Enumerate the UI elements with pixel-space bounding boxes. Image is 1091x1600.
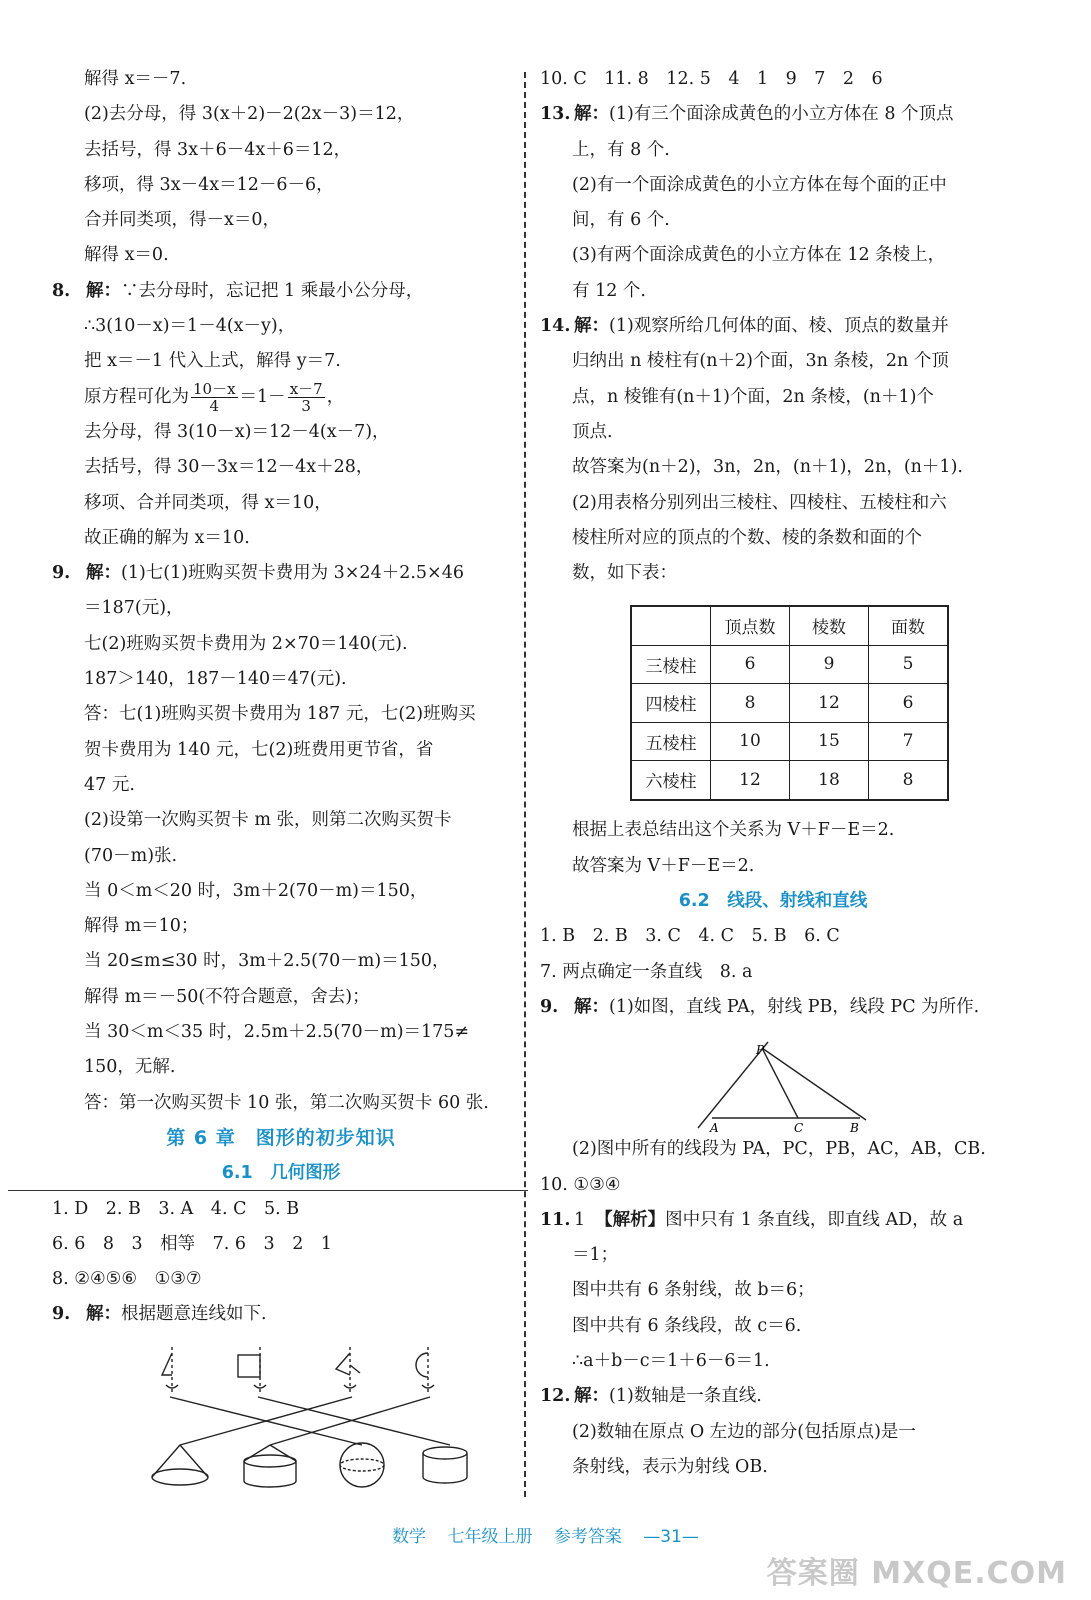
question-number: 14. bbox=[540, 316, 571, 337]
text-line: 顶点. bbox=[572, 421, 613, 442]
point-label-b: B bbox=[850, 1121, 859, 1135]
text-line: ∵去分母时，忘记把 1 乘最小公分母， bbox=[121, 280, 424, 301]
table-row bbox=[631, 722, 948, 761]
text-line: ＝187(元)， bbox=[84, 598, 184, 619]
text-line: 解得 m＝－50(不符合题意，舍去)； bbox=[84, 986, 370, 1007]
section-heading: 6.2 线段、射线和直线 bbox=[678, 891, 868, 912]
answer-line: 6. 6 8 3 相等 7. 6 3 2 1 bbox=[52, 1233, 332, 1254]
text-line: (1)有三个面涂成黄色的小立方体在 8 个顶点 bbox=[609, 104, 954, 125]
fraction-numerator: x－7 bbox=[289, 379, 323, 398]
answer-line: 7. 两点确定一条直线 8. a bbox=[540, 961, 753, 982]
question-number: 9. bbox=[540, 996, 559, 1017]
table-header bbox=[631, 606, 711, 645]
point-label-p: P bbox=[756, 1043, 765, 1057]
solution-label: 解： bbox=[86, 1304, 121, 1325]
text-line: 移项，得 3x－4x＝12－6－6， bbox=[84, 174, 334, 195]
text-line: ＝1； bbox=[572, 1245, 619, 1266]
answer-line: 10. ①③④ bbox=[540, 1174, 621, 1195]
table-cell: 四棱柱 bbox=[631, 684, 711, 723]
text-line: 当 20≤m≤30 时，3m＋2.5(70－m)＝150， bbox=[84, 951, 450, 972]
answer-line: 1. D 2. B 3. A 4. C 5. B bbox=[52, 1198, 300, 1219]
equation-middle: ＝1－ bbox=[239, 386, 286, 407]
question-9-shapes bbox=[52, 1297, 510, 1332]
section-heading: 6.1 几何图形 bbox=[221, 1163, 341, 1184]
rotation-match-figure bbox=[140, 1345, 480, 1495]
table-row bbox=[631, 684, 948, 723]
text-line: 根据题意连线如下. bbox=[121, 1304, 267, 1325]
cylinder-solid bbox=[423, 1447, 467, 1483]
rectangle-axis-shape bbox=[238, 1347, 266, 1395]
text-line: 把 x＝－1 代入上式，解得 y＝7. bbox=[84, 351, 341, 372]
question-9-lines bbox=[540, 990, 1006, 1025]
text-line: 归纳出 n 棱柱有(n＋2)个面，3n 条棱，2n 个顶 bbox=[572, 351, 949, 372]
point-label-c: C bbox=[794, 1121, 804, 1135]
text-line: 有 12 个. bbox=[572, 280, 646, 301]
fraction-denominator: 3 bbox=[301, 396, 311, 415]
solution-label: 解： bbox=[574, 1386, 609, 1407]
solution-label: 解： bbox=[574, 316, 609, 337]
text-line: 当 0＜m＜20 时，3m＋2(70－m)＝150， bbox=[84, 880, 428, 901]
question-number: 11. bbox=[540, 1209, 571, 1230]
trapezoid-axis-shape bbox=[336, 1347, 360, 1395]
triangle-axis-shape bbox=[162, 1347, 178, 1395]
cylinder-cone-solid bbox=[244, 1445, 296, 1487]
text-line: (2)设第一次购买贺卡 m 张，则第二次购买贺卡 bbox=[84, 810, 452, 831]
text-line: 合并同类项，得－x＝0， bbox=[84, 210, 281, 231]
text-line: 47 元. bbox=[84, 774, 135, 795]
watermark: 答案圈 MXQE.COM bbox=[766, 1556, 1067, 1591]
table-cell: 三棱柱 bbox=[631, 645, 711, 684]
text-line: 解得 m＝10； bbox=[84, 916, 199, 937]
fraction-numerator: 10－x bbox=[193, 379, 236, 398]
solution-label: 解： bbox=[574, 996, 609, 1017]
text-line: 贺卡费用为 140 元，七(2)班费用更节省，省 bbox=[84, 739, 434, 760]
fraction bbox=[191, 381, 238, 414]
text-line: ∴a＋b－c＝1＋6－6＝1. bbox=[572, 1351, 770, 1372]
solution-label: 解： bbox=[574, 104, 609, 125]
column-divider bbox=[524, 72, 526, 1497]
semicircle-axis-shape bbox=[416, 1347, 434, 1395]
text-line: (70－m)张. bbox=[84, 845, 178, 866]
text-line: 图中共有 6 条射线，故 b＝6； bbox=[572, 1280, 815, 1301]
text-line: 根据上表总结出这个关系为 V＋F－E＝2. bbox=[572, 820, 895, 841]
left-column bbox=[52, 62, 510, 1333]
text-line: (1)数轴是一条直线. bbox=[609, 1386, 762, 1407]
text-line: 故正确的解为 x＝10. bbox=[84, 527, 250, 548]
text-line: 解得 x＝－7. bbox=[84, 69, 187, 89]
table-cell: 9 bbox=[790, 645, 869, 684]
page-number: —31— bbox=[643, 1527, 699, 1547]
text-line: 移项、合并同类项，得 x＝10， bbox=[84, 492, 332, 513]
question-8 bbox=[52, 274, 510, 309]
table-cell: 15 bbox=[790, 722, 869, 761]
table-header-row bbox=[631, 606, 948, 645]
question-9 bbox=[52, 556, 510, 591]
segment-pc bbox=[762, 1048, 798, 1118]
text-line: 当 30＜m＜35 时，2.5m＋2.5(70－m)＝175≠ bbox=[84, 1022, 470, 1043]
text-line: ∴3(10－x)＝1－4(x－y)， bbox=[84, 316, 296, 337]
line-ray-segment-figure bbox=[690, 1040, 890, 1135]
text-line: (1)观察所给几何体的面、棱、顶点的数量并 bbox=[609, 316, 949, 337]
text-line: 去分母，得 3(10－x)＝12－4(x－7)， bbox=[84, 421, 390, 442]
text-line: 条射线，表示为射线 OB. bbox=[572, 1456, 768, 1477]
table-cell: 8 bbox=[869, 761, 949, 800]
equation-suffix: ， bbox=[326, 386, 345, 407]
text-line: (2)图中所有的线段为 PA，PC，PB，AC，AB，CB. bbox=[572, 1139, 986, 1160]
question-13 bbox=[540, 97, 1006, 132]
table-cell: 18 bbox=[790, 761, 869, 800]
text-line: 去括号，得 3x＋6－4x＋6＝12， bbox=[84, 139, 352, 160]
text-line: (2)数轴在原点 O 左边的部分(包括原点)是一 bbox=[572, 1421, 916, 1442]
prism-table bbox=[630, 605, 949, 801]
solution-label: 解： bbox=[86, 563, 121, 584]
table-row bbox=[631, 645, 948, 684]
text-line: 图中共有 6 条线段，故 c＝6. bbox=[572, 1315, 802, 1336]
question-number: 9. bbox=[52, 1304, 71, 1325]
text-line: 187＞140，187－140＝47(元). bbox=[84, 669, 347, 690]
question-number: 9. bbox=[52, 563, 71, 584]
text-line: 答：第一次购买贺卡 10 张，第二次购买贺卡 60 张. bbox=[84, 1092, 489, 1113]
analysis-tag: 【解析】 bbox=[595, 1209, 666, 1230]
table-cell: 12 bbox=[711, 761, 790, 800]
text-line: 去括号，得 30－3x＝12－4x＋28， bbox=[84, 457, 374, 478]
text-line: 解得 x＝0. bbox=[84, 245, 169, 266]
text-line: (2)用表格分别列出三棱柱、四棱柱、五棱柱和六 bbox=[572, 492, 947, 513]
answer-line: 10. C 11. 8 12. 5 4 1 9 7 2 6 bbox=[540, 69, 883, 89]
question-number: 12. bbox=[540, 1386, 571, 1407]
text-line: 七(2)班购买贺卡费用为 2×70＝140(元). bbox=[84, 633, 408, 654]
answer-line: 8. ②④⑤⑥ ①③⑦ bbox=[52, 1269, 202, 1290]
text-line: 棱柱所对应的顶点的个数、棱的条数和面的个 bbox=[572, 527, 922, 548]
page-footer bbox=[0, 1522, 1091, 1547]
fraction-denominator: 4 bbox=[209, 396, 220, 415]
cone-solid bbox=[152, 1445, 208, 1485]
text-line: 上，有 8 个. bbox=[572, 139, 670, 160]
text-line: 数，如下表： bbox=[572, 563, 677, 584]
text-line: 故答案为 V＋F－E＝2. bbox=[572, 855, 755, 876]
solution-label: 解： bbox=[86, 280, 121, 301]
text-line: 图中只有 1 条直线，即直线 AD，故 a bbox=[665, 1209, 964, 1230]
footer-answers: 参考答案 bbox=[553, 1527, 622, 1547]
sphere-solid bbox=[340, 1443, 384, 1487]
table-row bbox=[631, 761, 948, 800]
table-cell: 6 bbox=[711, 645, 790, 684]
table-cell: 5 bbox=[869, 645, 949, 684]
table-cell: 10 bbox=[711, 722, 790, 761]
table-header: 面数 bbox=[869, 606, 949, 645]
question-number: 8. bbox=[52, 280, 71, 301]
fraction bbox=[288, 381, 325, 414]
point-label-a: A bbox=[710, 1121, 719, 1135]
question-number: 13. bbox=[540, 104, 571, 125]
text-line: 点，n 棱锥有(n＋1)个面，2n 条棱，(n＋1)个 bbox=[572, 386, 934, 407]
table-header: 棱数 bbox=[790, 606, 869, 645]
equation-prefix: 原方程可化为 bbox=[84, 386, 189, 407]
table-cell: 12 bbox=[790, 684, 869, 723]
table-cell: 六棱柱 bbox=[631, 761, 711, 800]
question-12 bbox=[540, 1379, 1006, 1414]
text-line: 故答案为(n＋2)，3n，2n，(n＋1)，2n，(n＋1). bbox=[572, 457, 963, 478]
table-cell: 8 bbox=[711, 684, 790, 723]
answer-value: 1 bbox=[574, 1209, 586, 1230]
footer-subject: 数学 bbox=[392, 1527, 427, 1547]
text-line: 150，无解. bbox=[84, 1057, 176, 1078]
chapter-heading: 第 6 章 图形的初步知识 bbox=[166, 1126, 396, 1149]
footer-grade: 七年级上册 bbox=[447, 1527, 533, 1547]
table-cell: 五棱柱 bbox=[631, 722, 711, 761]
text-line: 间，有 6 个. bbox=[572, 210, 670, 231]
table-header: 顶点数 bbox=[711, 606, 790, 645]
question-11 bbox=[540, 1203, 1006, 1238]
equation-line bbox=[52, 380, 510, 415]
answer-line: 1. B 2. B 3. C 4. C 5. B 6. C bbox=[540, 926, 840, 947]
ray-pb bbox=[762, 1048, 866, 1120]
text-line: (1)七(1)班购买贺卡费用为 3×24＋2.5×46 bbox=[121, 563, 464, 584]
text-line: (2)有一个面涂成黄色的小立方体在每个面的正中 bbox=[572, 174, 947, 195]
text-line: (3)有两个面涂成黄色的小立方体在 12 条棱上， bbox=[572, 245, 946, 266]
text-line: (2)去分母，得 3(x＋2)－2(2x－3)＝12， bbox=[84, 104, 415, 125]
question-14 bbox=[540, 309, 1006, 344]
table-cell: 6 bbox=[869, 684, 949, 723]
text-line: (1)如图，直线 PA，射线 PB，线段 PC 为所作. bbox=[609, 996, 980, 1017]
table-cell: 7 bbox=[869, 722, 949, 761]
text-line: 答：七(1)班购买贺卡费用为 187 元，七(2)班购买 bbox=[84, 704, 476, 725]
